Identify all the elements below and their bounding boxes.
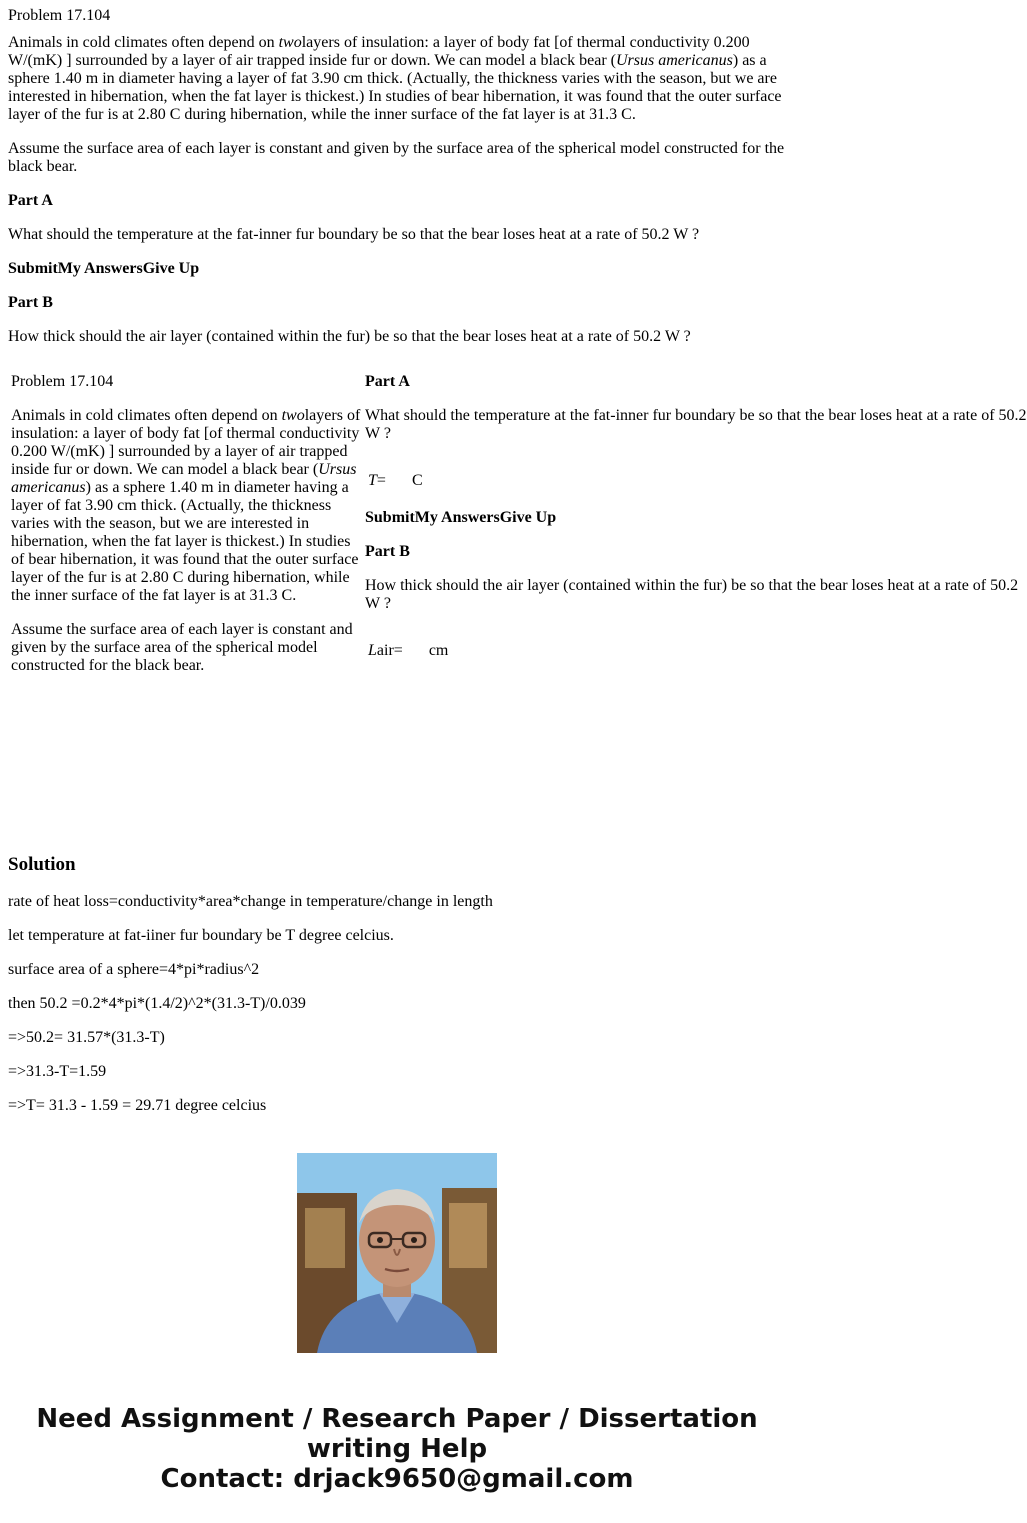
l-variable: L xyxy=(368,642,377,659)
tutor-portrait-image xyxy=(297,1153,497,1353)
l-answer-row: Lair= cm xyxy=(368,642,449,659)
solution-line: rate of heat loss=conductivity*area*change in temperature/change in length xyxy=(8,893,493,910)
table-my-answers-button[interactable]: My Answers xyxy=(414,509,500,526)
t-answer-row: T= C xyxy=(368,472,423,489)
solution-line: =>31.3-T=1.59 xyxy=(8,1063,107,1080)
solution-line: =>50.2= 31.57*(31.3-T) xyxy=(8,1029,165,1046)
solution-line: surface area of a sphere=4*pi*radius^2 xyxy=(8,961,260,978)
contact-email[interactable]: Contact: drjack9650@gmail.com xyxy=(160,1464,634,1494)
part-b-label: Part B xyxy=(8,294,53,311)
table-part-b-question-1: How thick should the air layer (contained within the fur) be so that the bear loses heat at a rate of 50.2 xyxy=(365,577,1019,594)
part-b-question: How thick should the air layer (contained within the fur) be so that the bear loses heat at a rate of 50.2 W ? xyxy=(8,328,691,345)
part-a-label: Part A xyxy=(8,192,53,209)
l-unit: cm xyxy=(428,642,449,659)
table-part-a-label: Part A xyxy=(365,373,410,390)
t-unit: C xyxy=(411,472,423,489)
submit-row xyxy=(8,260,786,278)
solution-line: then 50.2 =0.2*4*pi*(1.4/2)^2*(31.3-T)/0.039 xyxy=(8,995,306,1012)
table-submit-button[interactable]: Submit xyxy=(365,509,415,526)
table-assumption-text: Assume the surface area of each layer is constant and given by the surface area of the spherical model constructed for the black bear. xyxy=(11,621,353,674)
help-banner xyxy=(0,1404,794,1494)
table-submit-row xyxy=(365,509,805,527)
table-left-column xyxy=(11,373,362,675)
table-part-b-label: Part B xyxy=(365,543,410,560)
my-answers-button[interactable]: My Answers xyxy=(57,260,143,277)
tutor-avatar xyxy=(297,1153,497,1353)
table-part-b-question-2: W ? xyxy=(365,595,391,612)
solution-heading: Solution xyxy=(8,854,76,875)
assumption-text: Assume the surface area of each layer is constant and given by the surface area of the spherical model constructed for the black bear. xyxy=(8,140,785,175)
problem-title: Problem 17.104 xyxy=(8,7,111,24)
table-give-up-button[interactable]: Give Up xyxy=(499,509,557,526)
table-part-a-question-1: What should the temperature at the fat-inner fur boundary be so that the bear loses heat at a rate of 50.2 xyxy=(365,407,1027,424)
problem-intro: Animals in cold climates often depend on twolayers of insulation: a layer of body fat [of thermal conductivity 0.200 W/(mK) ] surrounded by a layer of air trapped inside fur or down. We can model a black bear (Ursus americanus) as a sphere 1.40 m in diameter having a layer of fat 3.90 cm thick. (Actually, the thickness varies with the season, but we are interested in hibernation, when the fat layer is thickest.) In studies of bear hibernation, it was found that the outer surface layer of the fur is at 2.80 C during hibernation, while the inner surface of the fat layer is at 31.3 C. xyxy=(8,34,782,123)
part-a-question: What should the temperature at the fat-inner fur boundary be so that the bear loses heat at a rate of 50.2 W ? xyxy=(8,226,700,243)
t-variable: T xyxy=(368,472,377,489)
help-banner-line-2: writing Help xyxy=(306,1434,488,1464)
table-right-column xyxy=(365,373,1027,660)
table-problem-intro: Animals in cold climates often depend on twolayers of insulation: a layer of body fat [of thermal conductivity 0.200 W/(mK) ] surrounded by a layer of air trapped inside fur or down. We can model a black bear (Ursus americanus) as a sphere 1.40 m in diameter having a layer of fat 3.90 cm thick. (Actually, the thickness varies with the season, but we are interested in hibernation, when the fat layer is thickest.) In studies of bear hibernation, it was found that the outer surface layer of the fur is at 2.80 C during hibernation, while the inner surface of the fat layer is at 31.3 C. xyxy=(11,407,361,604)
table-problem-title: Problem 17.104 xyxy=(11,373,114,390)
solution-line: =>T= 31.3 - 1.59 = 29.71 degree celcius xyxy=(8,1097,267,1114)
solution-line: let temperature at fat-iiner fur boundary be T degree celcius. xyxy=(8,927,394,944)
table-part-a-question-2: W ? xyxy=(365,425,391,442)
submit-button[interactable]: Submit xyxy=(8,260,58,277)
help-banner-line-1: Need Assignment / Research Paper / Dissertation xyxy=(36,1404,758,1434)
give-up-button[interactable]: Give Up xyxy=(142,260,200,277)
